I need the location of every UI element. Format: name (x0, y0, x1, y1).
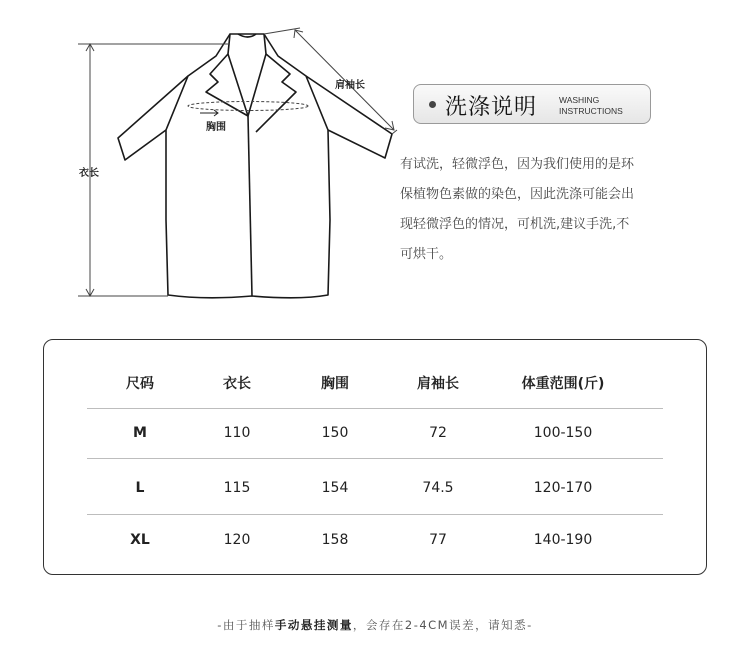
cell-shoulder-sleeve: 72 (429, 425, 447, 441)
chest-label: 胸围 (206, 122, 226, 133)
washing-line: 保植物色素做的染色，因此洗涤可能会出 (400, 187, 635, 202)
cell-chest: 154 (321, 480, 349, 496)
row-divider (87, 408, 663, 409)
header-length: 衣长 (223, 376, 251, 392)
header-chest: 胸围 (321, 376, 349, 392)
cell-length: 110 (223, 425, 251, 441)
length-label: 衣长 (79, 168, 99, 179)
washing-line: 有试洗，轻微浮色，因为我们使用的是环 (400, 157, 635, 172)
cell-weight-range: 140-190 (533, 532, 593, 548)
cell-length: 120 (223, 532, 251, 548)
cell-length: 115 (223, 480, 251, 496)
row-divider (87, 458, 663, 459)
washing-title-box (413, 84, 651, 124)
coat-outline (118, 34, 392, 298)
bullet-dot-icon (429, 101, 436, 108)
coat-diagram (60, 20, 410, 310)
cell-shoulder-sleeve: 77 (429, 532, 447, 548)
header-weight-range: 体重范围(斤) (521, 376, 605, 392)
header-shoulder-sleeve: 肩袖长 (417, 376, 459, 392)
washing-line: 可烘干。 (400, 247, 453, 262)
measurement-note (0, 617, 750, 633)
shoulder-sleeve-label: 肩袖长 (335, 80, 365, 91)
chest-measure-line (188, 102, 308, 111)
note-emphasis: 手动悬挂测量 (274, 618, 353, 632)
washing-title-en-line-1: WASHING (559, 95, 600, 105)
cell-weight-range: 120-170 (533, 480, 593, 496)
washing-title: 洗涤说明 (445, 95, 538, 120)
washing-title-en-line-2: INSTRUCTIONS (559, 106, 623, 116)
cell-size: XL (130, 532, 150, 548)
cell-shoulder-sleeve: 74.5 (422, 480, 454, 496)
cell-size: L (135, 480, 145, 496)
cell-chest: 158 (321, 532, 349, 548)
note-suffix: ，会存在2-4CM误差，请知悉- (352, 618, 533, 632)
row-divider (87, 514, 663, 515)
cell-chest: 150 (321, 425, 349, 441)
washing-instructions-text (400, 150, 670, 270)
note-prefix: -由于抽样 (217, 618, 275, 632)
washing-title-en (559, 95, 623, 117)
cell-size: M (133, 425, 147, 441)
chest-arrow (200, 110, 218, 116)
header-size: 尺码 (126, 376, 154, 392)
cell-weight-range: 100-150 (533, 425, 593, 441)
length-dimension (78, 44, 230, 296)
washing-line: 现轻微浮色的情况，可机洗,建议手洗,不 (400, 217, 630, 232)
